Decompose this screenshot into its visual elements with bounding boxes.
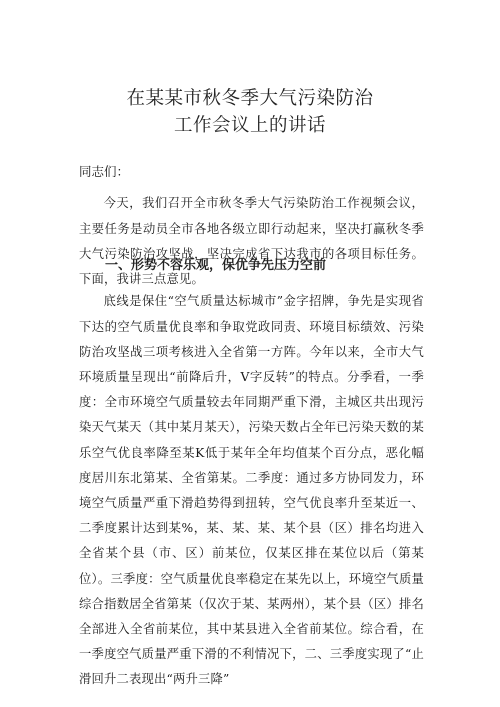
- section-heading-1: 一、形势不容乐观，保优争先压力空前: [105, 258, 327, 273]
- document-title-line-2: 工作会议上的讲话: [173, 115, 326, 136]
- document-title-line-1: 在某某市秋冬季大气污染防治: [126, 88, 374, 109]
- salutation: 同志们：: [79, 164, 130, 179]
- paragraph-situation: 底线是保住“空气质量达标城市”金字招牌，争先是实现省下达的空气质量优良率和争取党政同责、环境目标绩效、污染防治攻坚战三项考核进入全省第一方阵。今年以来，全市大气环境质量呈现出“前降后升，V字反转”的特点。分季看，一季度：全市环境空气质量较去年同期严重下滑，主城区共出现污染天气某天（其中某月某天），污染天数占全年已污染天数的某乐空气优良率降至某K低于某年全年均值某个百分点，恶化幅度居川东北第某、全省第某。二季度：通过多方协同发力，环境空气质量严重下滑趋势得到扭转，空气优良率升至某近一、二季度累计达到某%，某、某、某、某个县（区）排名均进入全省某个县（市、区）前某位，仅某区排在某位以后（第某位）。三季度：空气质量优良率稳定在某先以上，环境空气质量综合指数居全省第某（仅次于某、某两州），某个县（区）排名全部进入全省前某位，其中某县进入全省前某位。综合看，在一季度空气质量严重下滑的不利情况下，二、三季度实现了“止滑回升二表现出“两升三降”: [79, 294, 424, 687]
- paragraph-introduction: 今天，我们召开全市秋冬季大气污染防治工作视频会议，主要任务是动员全市各地各级立即行动起来，坚决打赢秋冬季大气污染防治攻坚战，坚决完成省下达我市的各项目标任务。下面，我讲三点意见。: [79, 196, 424, 286]
